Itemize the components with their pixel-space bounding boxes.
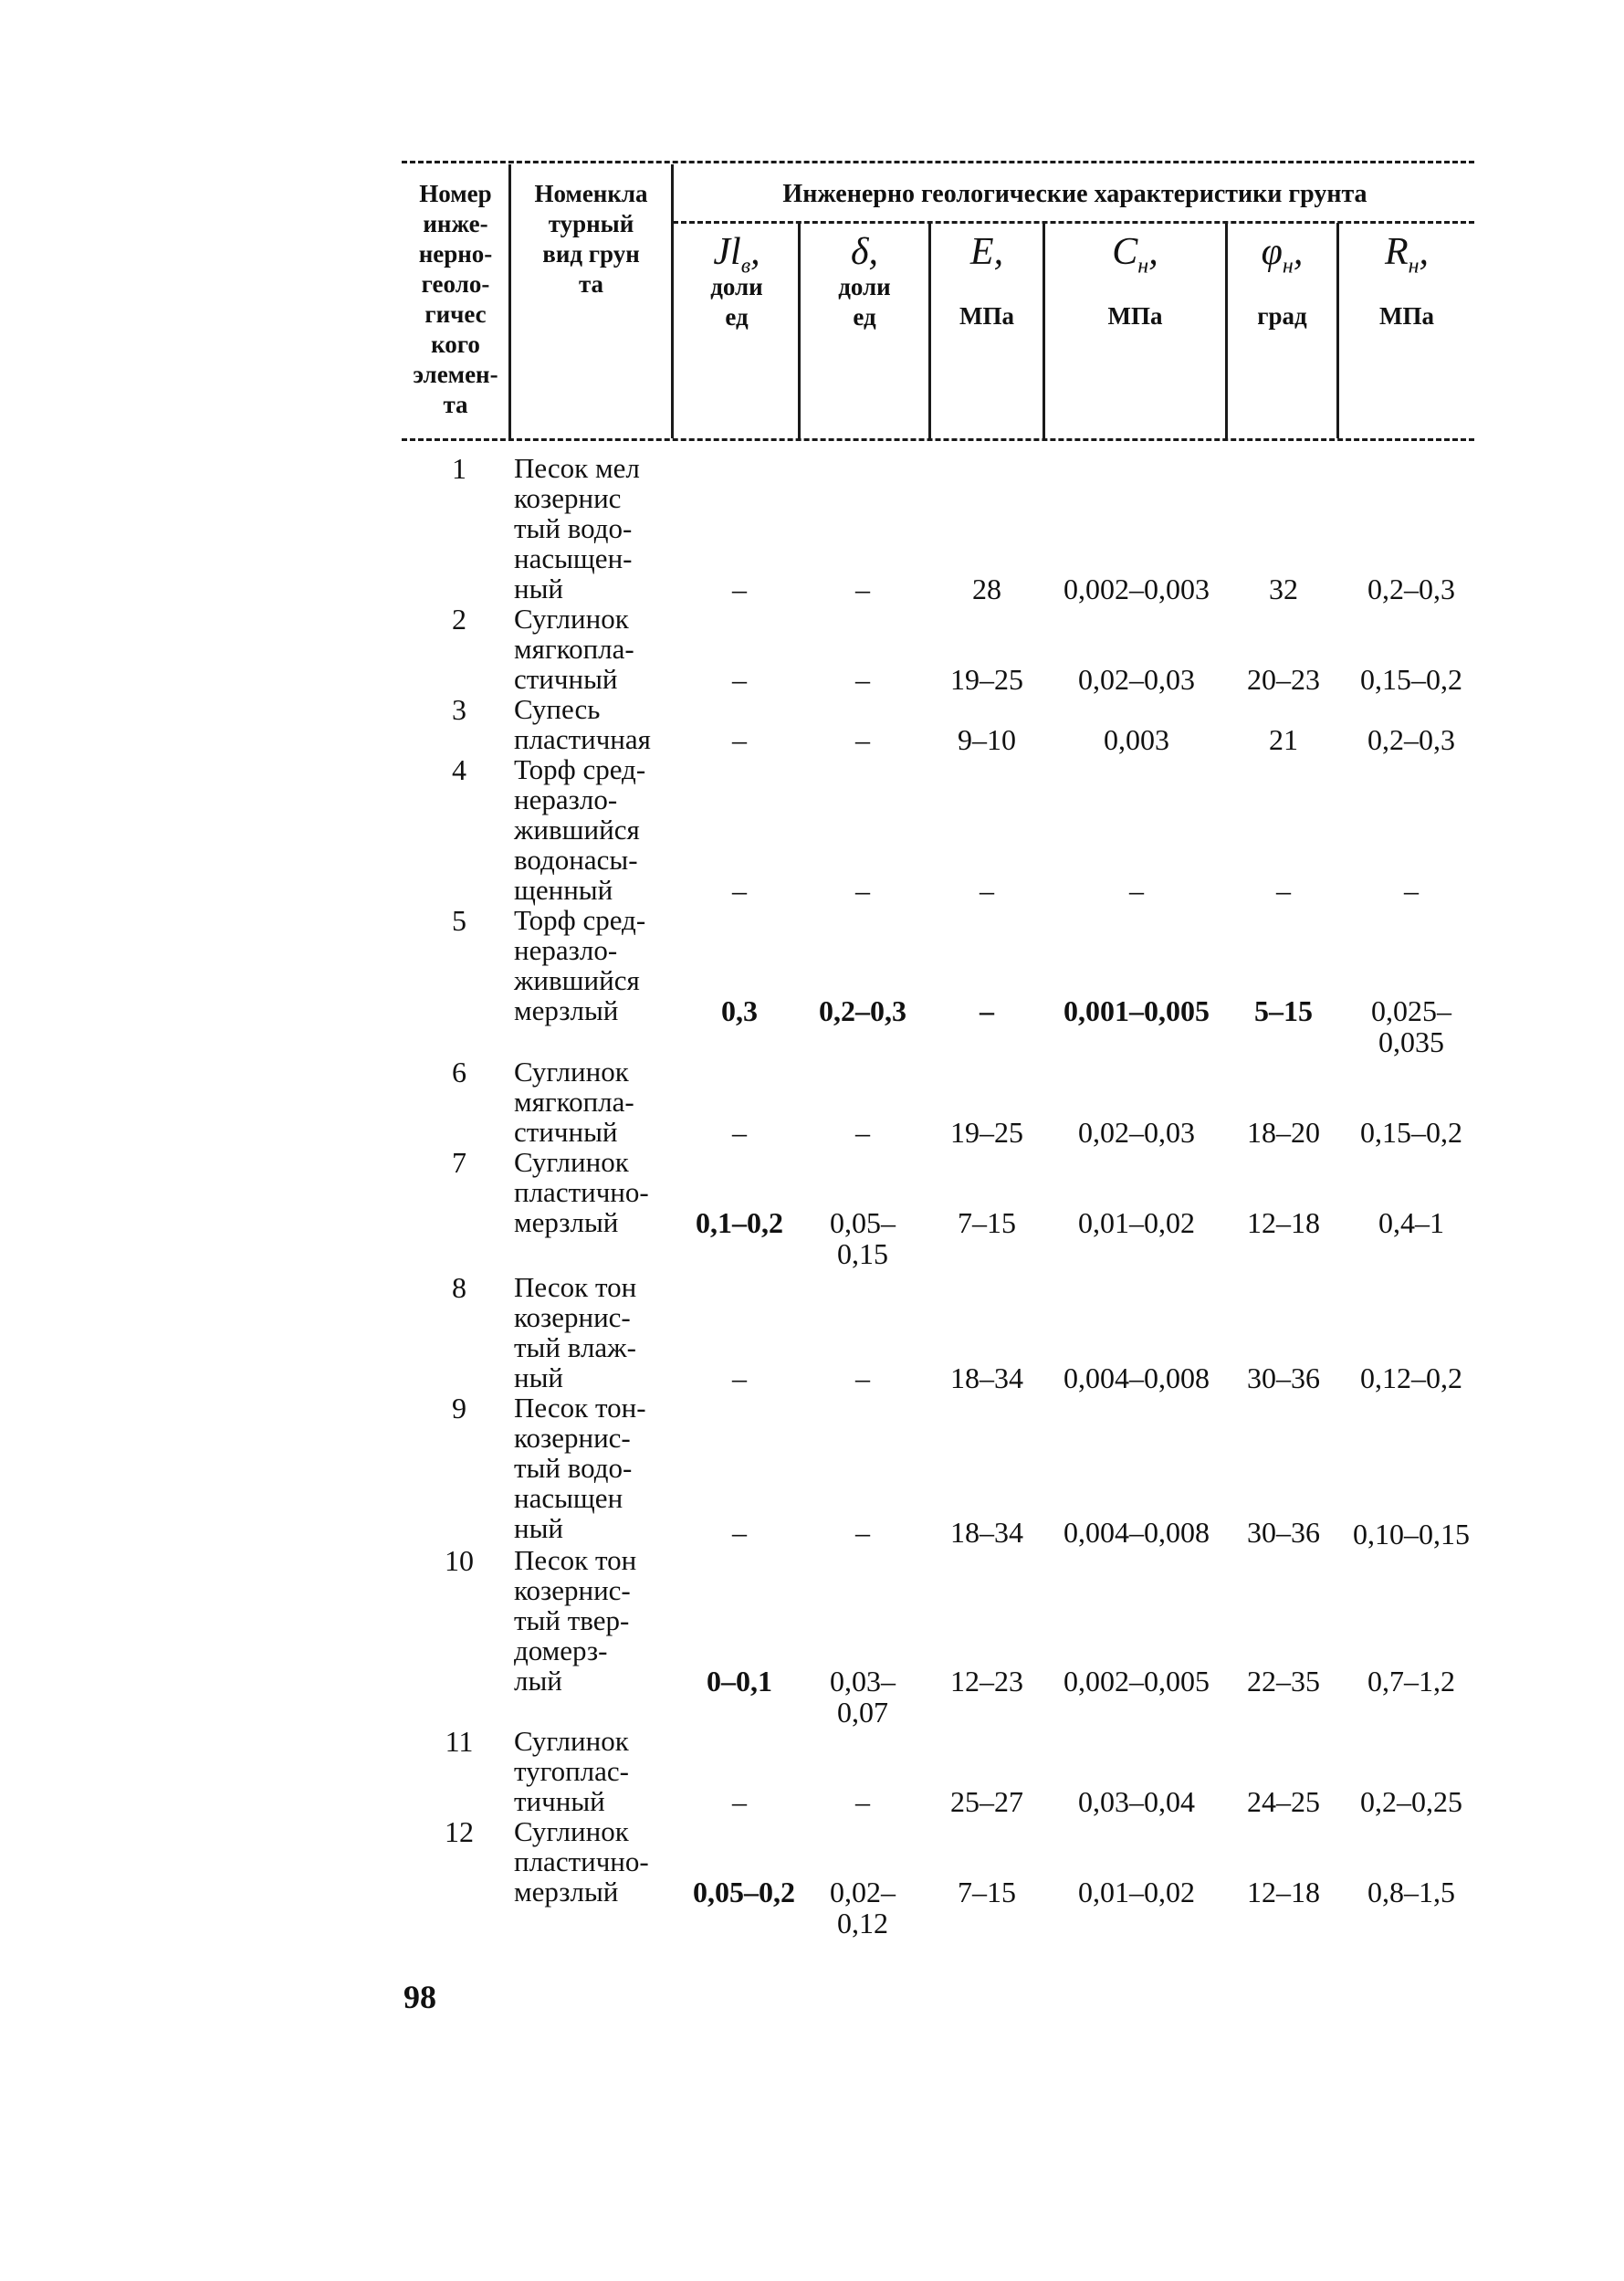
row-soil-name: Песок тон- козернис- тый водо- насыщен ный [514,1392,646,1544]
cell-e: – [980,874,994,907]
cell-phi: 18–20 [1247,1116,1320,1149]
cell-r: 0,4–1 [1378,1206,1444,1239]
cell-e: 7–15 [958,1876,1016,1908]
row-soil-name: Суглинок тугоплас- тичный [514,1725,629,1817]
cell-jl: – [732,723,747,756]
cell-e: 18–34 [950,1516,1023,1549]
cell-r: 0,2–0,25 [1360,1785,1462,1818]
param-symbol-jl: $Jl_в$, [713,231,760,279]
cell-r: 0,10–0,15 [1353,1518,1470,1550]
row-number: 12 [445,1815,474,1848]
cell-delta: 0,05– 0,15 [830,1206,896,1270]
cell-phi: 24–25 [1247,1785,1320,1818]
cell-c: 0,004–0,008 [1063,1516,1210,1549]
cell-r: 0,15–0,2 [1360,1116,1462,1149]
header-group-title: Инженерно геологические характеристики грунта [782,180,1367,208]
cell-r: 0,2–0,3 [1367,723,1455,756]
cell-phi: 5–15 [1254,994,1313,1027]
row-number: 8 [452,1271,466,1304]
cell-delta: 0,2–0,3 [819,994,906,1027]
row-number: 3 [452,693,466,726]
cell-e: 19–25 [950,1116,1023,1149]
group-header-rule [673,221,1474,224]
cell-delta: – [855,1361,870,1394]
cell-e: – [980,994,994,1027]
cell-c: 0,01–0,02 [1078,1876,1195,1908]
cell-e: 18–34 [950,1361,1023,1394]
param-symbol-r: $R_н$, [1384,231,1430,279]
cell-jl: – [732,1785,747,1818]
cell-phi: 30–36 [1247,1516,1320,1549]
row-soil-name: Суглинок мягкопла- стичный [514,1056,634,1148]
row-soil-name: Суглинок пластично- мерзлый [514,1146,649,1238]
row-number: 10 [445,1544,474,1577]
param-unit-e: МПа [959,302,1014,330]
cell-c: 0,002–0,005 [1063,1665,1210,1698]
cell-delta: – [855,573,870,605]
cell-jl: – [732,1516,747,1549]
cell-c: 0,02–0,03 [1078,663,1195,696]
header-name-column: Номенкла турный вид грун та [534,180,648,298]
header-bottom-rule [402,438,1474,441]
param-unit-r: МПа [1379,302,1434,330]
row-soil-name: Суглинок мягкопла- стичный [514,603,634,695]
row-number: 6 [452,1056,466,1088]
cell-c: 0,03–0,04 [1078,1785,1195,1818]
col-divider-2 [671,164,674,438]
param-unit-jl: доли ед [710,273,763,331]
cell-delta: – [855,874,870,907]
cell-delta: – [855,663,870,696]
cell-c: 0,002–0,003 [1063,573,1210,605]
row-soil-name: Песок тон козернис- тый влаж- ный [514,1271,637,1393]
cell-jl: – [732,874,747,907]
cell-delta: – [855,1785,870,1818]
cell-phi: 20–23 [1247,663,1320,696]
row-number: 11 [445,1725,474,1758]
cell-phi: 21 [1269,723,1298,756]
row-number: 1 [452,452,466,485]
row-soil-name: Песок мел козернис тый водо- насыщен- ный [514,452,640,604]
cell-jl: 0,05–0,2 [693,1876,795,1908]
row-soil-name: Песок тон козернис- тый твер- домерз- лый [514,1544,637,1697]
row-soil-name: Суглинок пластично- мерзлый [514,1815,649,1908]
cell-r: 0,2–0,3 [1367,573,1455,605]
cell-jl: – [732,1361,747,1394]
cell-r: 0,12–0,2 [1360,1361,1462,1394]
row-number: 7 [452,1146,466,1179]
cell-phi: 30–36 [1247,1361,1320,1394]
cell-delta: – [855,1516,870,1549]
param-unit-phi: град [1257,302,1307,330]
table-top-rule [402,161,1474,163]
cell-jl: – [732,663,747,696]
cell-c: 0,003 [1104,723,1169,756]
cell-c: 0,01–0,02 [1078,1206,1195,1239]
cell-e: 9–10 [958,723,1016,756]
cell-e: 7–15 [958,1206,1016,1239]
cell-r: – [1404,874,1419,907]
header-number-column: Номер инже- нерно- геоло- гичес кого элемен- та [413,180,498,418]
cell-phi: 32 [1269,573,1298,605]
cell-c: 0,004–0,008 [1063,1361,1210,1394]
cell-delta: 0,02– 0,12 [830,1876,896,1939]
cell-jl: 0,1–0,2 [696,1206,783,1239]
cell-c: – [1129,874,1144,907]
cell-delta: 0,03– 0,07 [830,1665,896,1729]
cell-jl: – [732,1116,747,1149]
cell-r: 0,15–0,2 [1360,663,1462,696]
row-number: 2 [452,603,466,636]
param-unit-delta: доли ед [838,273,891,331]
cell-c: 0,02–0,03 [1078,1116,1195,1149]
cell-jl: 0,3 [721,994,758,1027]
param-symbol-e: E, [969,231,1004,273]
param-unit-c: МПа [1107,302,1163,330]
cell-r: 0,8–1,5 [1367,1876,1455,1908]
row-soil-name: Торф сред- неразло- жившийся мерзлый [514,904,646,1026]
cell-e: 25–27 [950,1785,1023,1818]
cell-e: 28 [972,573,1001,605]
cell-delta: – [855,1116,870,1149]
cell-phi: 12–18 [1247,1206,1320,1239]
cell-jl: – [732,573,747,605]
param-symbol-c: $C_н$, [1112,231,1158,279]
cell-e: 12–23 [950,1665,1023,1698]
row-number: 9 [452,1392,466,1424]
row-number: 5 [452,904,466,937]
page-number: 98 [403,1979,436,2015]
cell-phi: – [1276,874,1291,907]
cell-delta: – [855,723,870,756]
cell-c: 0,001–0,005 [1063,994,1210,1027]
cell-r: 0,025– 0,035 [1371,994,1451,1058]
cell-e: 19–25 [950,663,1023,696]
row-soil-name: Супесь пластичная [514,693,651,755]
row-number: 4 [452,753,466,786]
param-symbol-delta: δ, [850,231,879,273]
cell-jl: 0–0,1 [707,1665,772,1698]
cell-r: 0,7–1,2 [1367,1665,1455,1698]
row-soil-name: Торф сред- неразло- жившийся водонасы- щенный [514,753,646,906]
cell-phi: 22–35 [1247,1665,1320,1698]
cell-phi: 12–18 [1247,1876,1320,1908]
param-symbol-phi: $\varphi_н$, [1261,231,1304,279]
